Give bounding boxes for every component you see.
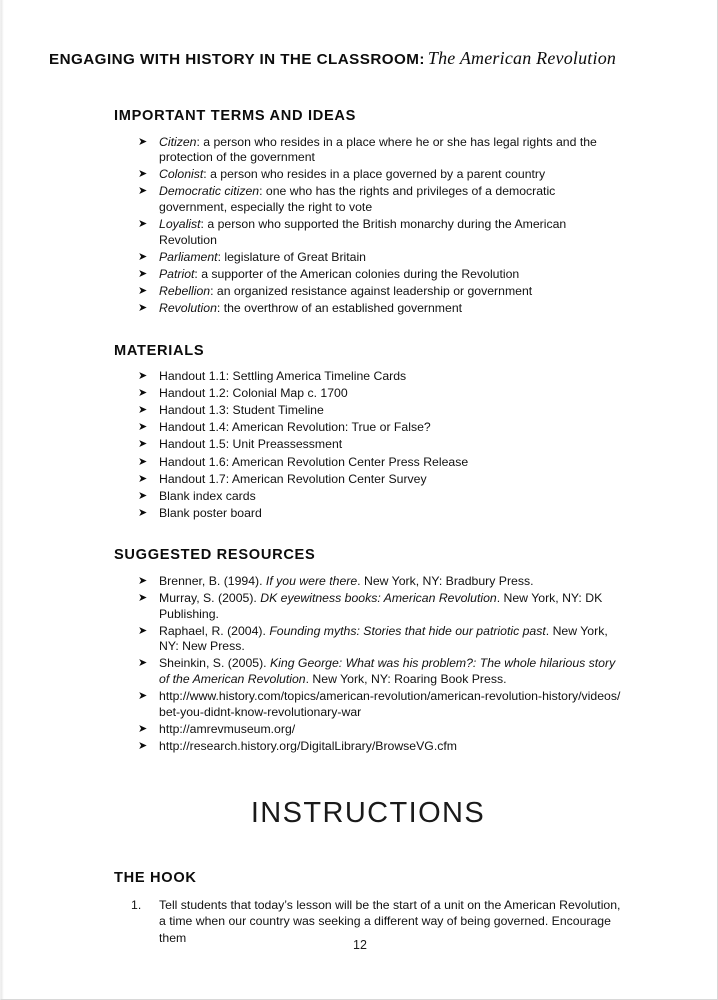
term-label: Citizen xyxy=(159,134,197,149)
resource-url[interactable]: http://amrevmuseum.org/ xyxy=(159,721,296,736)
arrow-bullet-icon: ➤ xyxy=(138,472,148,485)
section-materials xyxy=(114,343,622,522)
instructions-block xyxy=(114,798,622,830)
resource-url[interactable]: http://research.history.org/DigitalLibrary/BrowseVG.cfm xyxy=(159,738,457,753)
section-the-hook xyxy=(114,870,622,946)
material-label: Handout 1.6: American Revolution Center Press Release xyxy=(159,454,469,469)
citation-publisher: . New York, NY: DK Publishing. xyxy=(159,590,603,621)
arrow-bullet-icon: ➤ xyxy=(138,250,148,263)
citation-author: Murray, S. (2005). xyxy=(159,590,261,605)
arrow-bullet-icon: ➤ xyxy=(138,185,148,198)
list-item xyxy=(114,739,622,755)
arrow-bullet-icon: ➤ xyxy=(138,574,148,587)
section-suggested-resources xyxy=(114,547,622,754)
terms-list xyxy=(114,135,622,317)
list-item xyxy=(114,301,622,317)
arrow-bullet-icon: ➤ xyxy=(138,421,148,434)
term-definition: : a person who resides in a place where he or she has legal rights and the protection of the government xyxy=(159,134,597,165)
material-label: Blank index cards xyxy=(159,488,256,503)
page-content xyxy=(114,108,622,950)
arrow-bullet-icon: ➤ xyxy=(138,438,148,451)
list-item xyxy=(114,135,622,166)
resource-url[interactable]: http://www.history.com/topics/american-revolution/american-revolution-history/videos/bet-you-didnt-know-revolutionary-war xyxy=(159,689,621,719)
term-definition: : a person who resides in a place governed by a parent country xyxy=(203,167,546,182)
step-text: Tell students that today’s lesson will be the start of a unit on the American Revolution, a time when our country was seeking a different way of being governed. Encourage them xyxy=(159,897,621,945)
resources-list xyxy=(114,574,622,755)
arrow-bullet-icon: ➤ xyxy=(138,301,148,314)
arrow-bullet-icon: ➤ xyxy=(138,267,148,280)
citation-publisher: . New York, NY: Bradbury Press. xyxy=(357,573,534,588)
arrow-bullet-icon: ➤ xyxy=(138,370,148,383)
arrow-bullet-icon: ➤ xyxy=(138,455,148,468)
term-label: Patriot xyxy=(159,266,195,281)
term-definition: : an organized resistance against leadership or government xyxy=(210,283,533,298)
section-heading-materials: MATERIALS xyxy=(114,342,205,359)
list-item xyxy=(114,437,622,453)
term-definition: : a supporter of the American colonies during the Revolution xyxy=(194,266,520,281)
running-head xyxy=(49,48,671,69)
arrow-bullet-icon: ➤ xyxy=(138,591,148,604)
list-item xyxy=(114,591,622,622)
list-item xyxy=(114,574,622,590)
instructions-title: INSTRUCTIONS xyxy=(250,797,486,830)
term-label: Democratic citizen xyxy=(159,184,260,199)
list-item xyxy=(114,506,622,522)
arrow-bullet-icon: ➤ xyxy=(138,657,148,670)
step-number: 1. xyxy=(131,897,142,912)
list-item xyxy=(114,472,622,488)
citation-author: Sheinkin, S. (2005). xyxy=(159,656,270,671)
list-item xyxy=(114,386,622,402)
arrow-bullet-icon: ➤ xyxy=(138,722,148,735)
arrow-bullet-icon: ➤ xyxy=(138,690,148,703)
arrow-bullet-icon: ➤ xyxy=(138,404,148,417)
term-label: Loyalist xyxy=(159,216,201,231)
citation-title: Founding myths: Stories that hide our patriotic past xyxy=(269,623,546,638)
term-label: Revolution xyxy=(159,300,217,315)
term-definition: : legislature of Great Britain xyxy=(217,249,366,264)
arrow-bullet-icon: ➤ xyxy=(138,168,148,181)
materials-list xyxy=(114,369,622,521)
arrow-bullet-icon: ➤ xyxy=(138,506,148,519)
list-item xyxy=(114,689,622,720)
section-heading-resources: SUGGESTED RESOURCES xyxy=(114,547,316,564)
material-label: Handout 1.5: Unit Preassessment xyxy=(159,437,343,452)
list-item xyxy=(114,284,622,300)
list-item xyxy=(114,217,622,248)
page-number: 12 xyxy=(353,938,367,952)
term-label: Rebellion xyxy=(159,283,211,298)
citation-author: Brenner, B. (1994). xyxy=(159,573,266,588)
material-label: Handout 1.4: American Revolution: True or False? xyxy=(159,420,431,435)
term-label: Colonist xyxy=(159,167,204,182)
list-item xyxy=(114,722,622,738)
list-item xyxy=(114,267,622,283)
citation-title: If you were there xyxy=(265,573,358,588)
section-heading-terms: IMPORTANT TERMS AND IDEAS xyxy=(114,108,357,124)
material-label: Handout 1.3: Student Timeline xyxy=(159,403,324,418)
arrow-bullet-icon: ➤ xyxy=(138,135,148,148)
arrow-bullet-icon: ➤ xyxy=(138,284,148,297)
section-heading-hook: THE HOOK xyxy=(114,870,197,887)
term-definition: : one who has the rights and privileges of a democratic government, especially the right to vote xyxy=(159,184,556,214)
citation-publisher: . New York, NY: Roaring Book Press. xyxy=(305,671,507,686)
citation-title: DK eyewitness books: American Revolution xyxy=(260,590,497,605)
list-item xyxy=(114,420,622,436)
list-item xyxy=(114,369,622,385)
list-item xyxy=(114,624,622,655)
list-item xyxy=(114,489,622,505)
term-definition: : a person who supported the British monarchy during the American Revolution xyxy=(159,216,567,247)
list-item xyxy=(114,167,622,183)
arrow-bullet-icon: ➤ xyxy=(138,624,148,637)
list-item xyxy=(114,184,622,215)
section-important-terms xyxy=(114,108,622,317)
material-label: Handout 1.7: American Revolution Center Survey xyxy=(159,471,427,486)
material-label: Blank poster board xyxy=(159,505,262,520)
list-item xyxy=(114,455,622,471)
running-head-title: ENGAGING WITH HISTORY IN THE CLASSROOM: xyxy=(49,51,425,68)
arrow-bullet-icon: ➤ xyxy=(138,387,148,400)
material-label: Handout 1.2: Colonial Map c. 1700 xyxy=(159,386,348,401)
citation-author: Raphael, R. (2004). xyxy=(159,623,270,638)
list-item xyxy=(114,656,622,687)
list-item xyxy=(114,403,622,419)
list-item xyxy=(114,250,622,266)
material-label: Handout 1.1: Settling America Timeline Cards xyxy=(159,369,407,384)
arrow-bullet-icon: ➤ xyxy=(138,489,148,502)
term-label: Parliament xyxy=(159,249,218,264)
arrow-bullet-icon: ➤ xyxy=(138,217,148,230)
arrow-bullet-icon: ➤ xyxy=(138,739,148,752)
term-definition: : the overthrow of an established government xyxy=(216,300,463,315)
running-head-subtitle: The American Revolution xyxy=(427,48,617,68)
citation-title: King George: What was his problem?: The whole hilarious story of the American Revolution xyxy=(159,656,616,686)
citation-publisher: . New York, NY: New Press. xyxy=(159,623,608,654)
